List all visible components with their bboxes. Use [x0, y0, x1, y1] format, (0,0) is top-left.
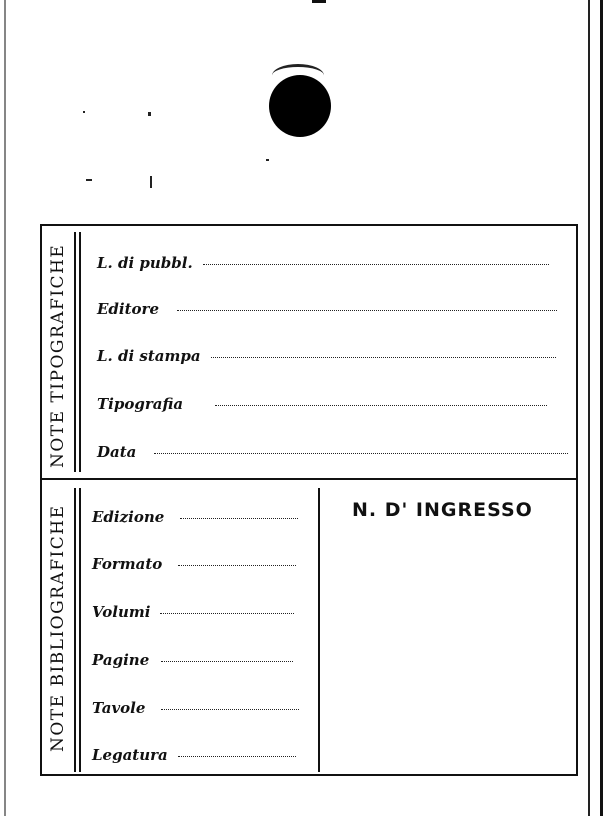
label-column-rule — [74, 232, 76, 472]
field-dotted-line — [180, 518, 298, 519]
field-label: Data — [97, 443, 137, 461]
speck — [266, 159, 269, 161]
section-divider — [40, 478, 578, 480]
field-dotted-line — [161, 709, 299, 710]
field-dotted-line — [154, 453, 568, 454]
field-editore — [97, 300, 557, 318]
field-data — [97, 443, 568, 461]
field-tavole — [92, 699, 299, 717]
field-label: Editore — [97, 300, 159, 318]
field-dotted-line — [177, 310, 557, 311]
field-luogo-pubblicazione — [97, 254, 549, 272]
card-edge-left — [4, 0, 6, 816]
speck — [150, 176, 152, 188]
field-pagine — [92, 651, 293, 669]
field-legatura — [92, 746, 296, 764]
field-dotted-line — [203, 264, 549, 265]
field-dotted-line — [211, 357, 556, 358]
field-dotted-line — [178, 565, 296, 566]
field-dotted-line — [178, 756, 296, 757]
field-volumi — [92, 603, 294, 621]
speck — [83, 111, 85, 113]
field-tipografia — [97, 395, 547, 413]
field-label: Legatura — [92, 746, 168, 764]
top-tick — [312, 0, 326, 3]
field-luogo-stampa — [97, 347, 556, 365]
speck — [86, 179, 92, 181]
field-formato — [92, 555, 296, 573]
speck — [148, 112, 151, 116]
column-divider — [318, 488, 320, 772]
label-column-rule — [74, 488, 76, 772]
label-column-rule — [79, 488, 81, 772]
field-edizione — [92, 508, 298, 526]
note-tipografiche-heading: NOTE TIPOGRAFICHE — [48, 243, 68, 468]
field-label: Pagine — [92, 651, 150, 669]
field-label: L. di stampa — [97, 347, 201, 365]
field-dotted-line — [215, 405, 547, 406]
card-edge-right — [588, 0, 590, 816]
field-label: Tavole — [92, 699, 146, 717]
punch-hole — [269, 75, 331, 137]
field-label: Tipografia — [97, 395, 184, 413]
label-column-rule — [79, 232, 81, 472]
numero-ingresso-label: N. D' INGRESSO — [352, 499, 533, 521]
field-label: L. di pubbl. — [97, 254, 193, 272]
field-label: Formato — [92, 555, 163, 573]
field-dotted-line — [161, 661, 293, 662]
card-edge-right-outer — [600, 0, 603, 816]
field-label: Volumi — [92, 603, 151, 621]
field-dotted-line — [160, 613, 294, 614]
field-label: Edizione — [92, 508, 165, 526]
note-bibliografiche-heading: NOTE BIBLIOGRAFICHE — [48, 504, 68, 752]
